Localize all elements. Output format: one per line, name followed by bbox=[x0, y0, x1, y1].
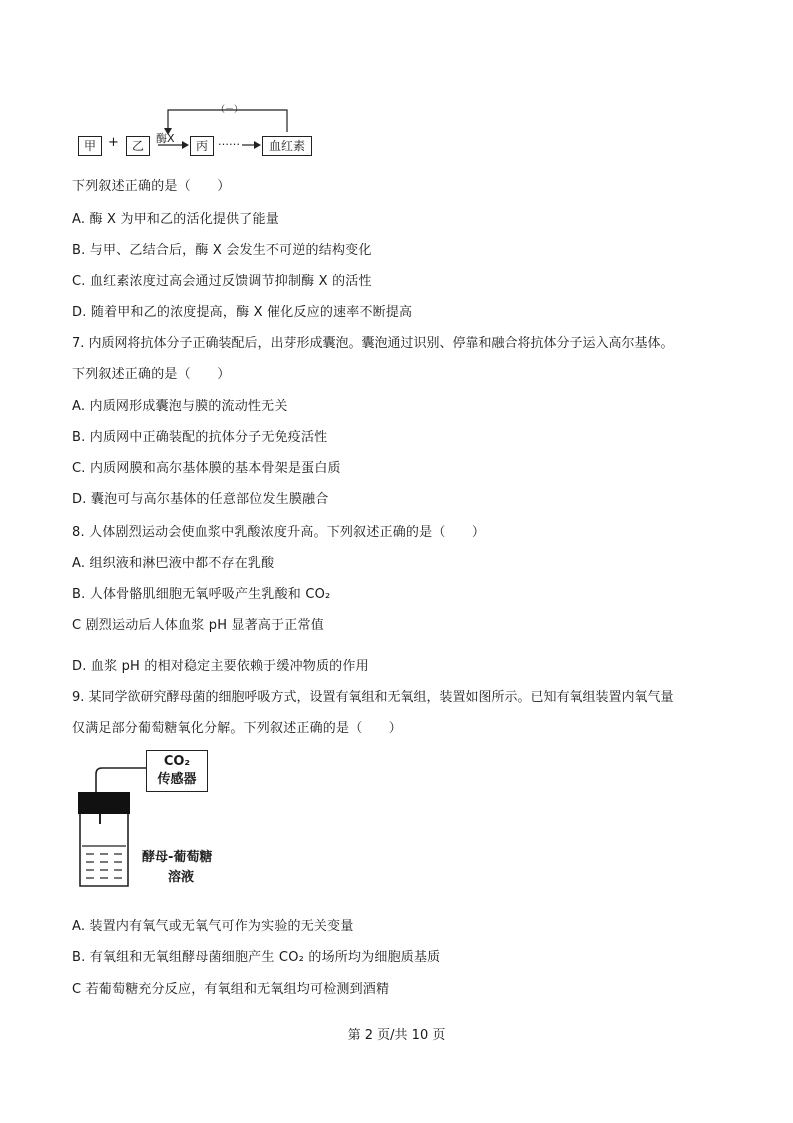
co2-sensor-box bbox=[146, 750, 208, 792]
q6-option-b: B. 与甲、乙结合后，酶 X 会发生不可逆的结构变化 bbox=[72, 243, 372, 258]
q6-option-a: A. 酶 X 为甲和乙的活化提供了能量 bbox=[72, 212, 279, 227]
q6-option-d: D. 随着甲和乙的浓度提高，酶 X 催化反应的速率不断提高 bbox=[72, 305, 413, 320]
box-jia: 甲 bbox=[78, 136, 102, 156]
q7-option-a: A. 内质网形成囊泡与膜的流动性无关 bbox=[72, 399, 288, 414]
pathway-figure bbox=[78, 106, 318, 158]
q9-option-b: B. 有氧组和无氧组酵母菌细胞产生 CO₂ 的场所均为细胞质基质 bbox=[72, 950, 441, 965]
q9-option-a: A. 装置内有氧气或无氧气可作为实验的无关变量 bbox=[72, 919, 354, 934]
plus-sign: + bbox=[108, 135, 119, 150]
q8-option-c: C 剧烈运动后人体血浆 pH 显著高于正常值 bbox=[72, 618, 324, 633]
q9-stem-line1: 9. 某同学欲研究酵母菌的细胞呼吸方式，设置有氧组和无氧组，装置如图所示。已知有氧组装置内氧气量 bbox=[72, 690, 674, 705]
q9-stem-line2: 仅满足部分葡萄糖氧化分解。下列叙述正确的是（ ） bbox=[72, 721, 403, 736]
q8-option-d: D. 血浆 pH 的相对稳定主要依赖于缓冲物质的作用 bbox=[72, 659, 369, 674]
q7-stem-line1: 7. 内质网将抗体分子正确装配后，出芽形成囊泡。囊泡通过识别、停靠和融合将抗体分子运入高尔基体。 bbox=[72, 336, 674, 351]
q7-option-d: D. 囊泡可与高尔基体的任意部位发生膜融合 bbox=[72, 492, 329, 507]
enzyme-x-label: 酶X bbox=[156, 132, 175, 145]
box-bing: 丙 bbox=[190, 136, 214, 156]
feedback-label: （－） bbox=[216, 105, 244, 115]
solution-label-line2: 溶液 bbox=[168, 870, 195, 885]
sensor-label-line1: CO₂ bbox=[163, 754, 191, 769]
q7-stem-line2: 下列叙述正确的是（ ） bbox=[72, 367, 231, 382]
q6-stem: 下列叙述正确的是（ ） bbox=[72, 179, 231, 194]
sensor-label-line2: 传感器 bbox=[157, 772, 197, 787]
page-footer: 第 2 页/共 10 页 bbox=[347, 1028, 446, 1043]
q7-option-b: B. 内质网中正确装配的抗体分子无免疫活性 bbox=[72, 430, 328, 445]
ellipsis: …… bbox=[218, 135, 240, 148]
box-heme: 血红素 bbox=[262, 136, 312, 156]
q8-stem: 8. 人体剧烈运动会使血浆中乳酸浓度升高。下列叙述正确的是（ ） bbox=[72, 525, 486, 540]
solution-label-line1: 酵母-葡萄糖 bbox=[142, 850, 213, 865]
q8-option-a: A. 组织液和淋巴液中都不存在乳酸 bbox=[72, 556, 275, 571]
q6-option-c: C. 血红素浓度过高会通过反馈调节抑制酶 X 的活性 bbox=[72, 274, 372, 289]
q8-option-b: B. 人体骨骼肌细胞无氧呼吸产生乳酸和 CO₂ bbox=[72, 587, 331, 602]
box-yi: 乙 bbox=[126, 136, 150, 156]
q9-option-c: C 若葡萄糖充分反应，有氧组和无氧组均可检测到酒精 bbox=[72, 982, 390, 997]
q7-option-c: C. 内质网膜和高尔基体膜的基本骨架是蛋白质 bbox=[72, 461, 341, 476]
yeast-apparatus-figure bbox=[72, 750, 242, 892]
